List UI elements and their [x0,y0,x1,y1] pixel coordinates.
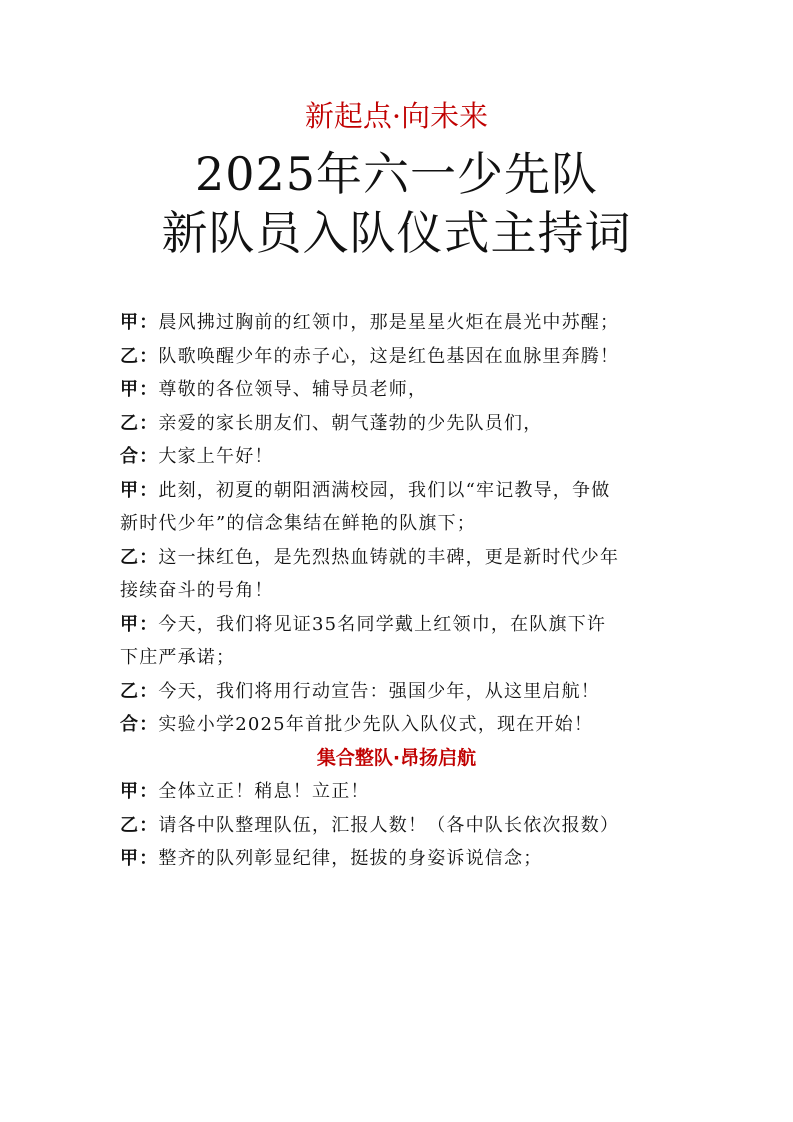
script-line [120,440,675,474]
script-line [120,340,675,374]
script-line [120,373,675,407]
script-line-continuation [120,507,675,541]
speaker-label: 甲： [120,781,159,802]
line-text: 请各中队整理队伍，汇报人数！（各中队长依次报数） [158,814,620,836]
line-text: 这一抹红色，是先烈热血铸就的丰碑，更是新时代少年 [158,546,620,568]
speaker-label: 甲： [120,848,159,869]
speaker-label: 甲： [120,312,159,333]
script-line [120,608,675,642]
script-line [120,474,675,508]
line-text: 今天，我们将用行动宣告：强国少年，从这里启航！ [158,680,601,702]
line-text: 接续奋斗的号角！ [120,580,274,601]
line-text: 今天，我们将见证35名同学戴上红领巾，在队旗下许 [158,613,607,635]
speaker-label: 乙： [120,345,159,367]
speaker-label: 甲： [120,379,159,400]
speaker-label: 乙： [120,546,159,568]
document-title-line-1: 2025年六一少先队 [194,147,599,201]
line-text: 晨风拂过胸前的红领巾，那是星星火炬在晨光中苏醒； [158,312,620,333]
speaker-label: 甲： [120,479,159,501]
line-text: 新时代少年”的信念集结在鲜艳的队旗下； [120,513,477,534]
speaker-label: 乙： [120,814,159,836]
script-line-continuation [120,574,675,608]
line-text: 亲爱的家长朋友们、朝气蓬勃的少先队员们， [158,412,543,434]
line-text: 尊敬的各位领导、辅导员老师， [158,379,428,400]
script-line [120,842,675,876]
script-line-continuation [120,641,675,675]
script-body [120,306,675,876]
speaker-label: 乙： [120,412,159,434]
line-text: 下庄严承诺； [120,647,236,668]
line-text: 整齐的队列彰显纪律，挺拔的身姿诉说信念； [158,848,543,869]
document-title-line-2: 新队员入队仪式主持词 [161,206,632,260]
script-line [120,407,675,441]
script-line [120,775,675,809]
section-heading: 集合整队·昂扬启航 [316,746,477,769]
document-subtitle: 新起点·向未来 [304,99,489,133]
line-text: 全体立正！稍息！立正！ [158,781,370,802]
speaker-label: 甲： [120,613,159,635]
speaker-label: 合： [120,446,159,467]
line-text: 大家上午好！ [158,446,274,467]
script-line [120,306,675,340]
script-line [120,541,675,575]
speaker-label: 乙： [120,680,159,702]
line-text: 队歌唤醒少年的赤子心，这是红色基因在血脉里奔腾！ [158,345,620,367]
speaker-label: 合： [120,714,159,735]
script-line [120,809,675,843]
line-text: 实验小学2025年首批少先队入队仪式，现在开始！ [158,714,594,735]
script-line [120,675,675,709]
line-text: 此刻，初夏的朝阳洒满校园，我们以“牢记教导，争做 [158,479,611,501]
script-line [120,708,675,742]
